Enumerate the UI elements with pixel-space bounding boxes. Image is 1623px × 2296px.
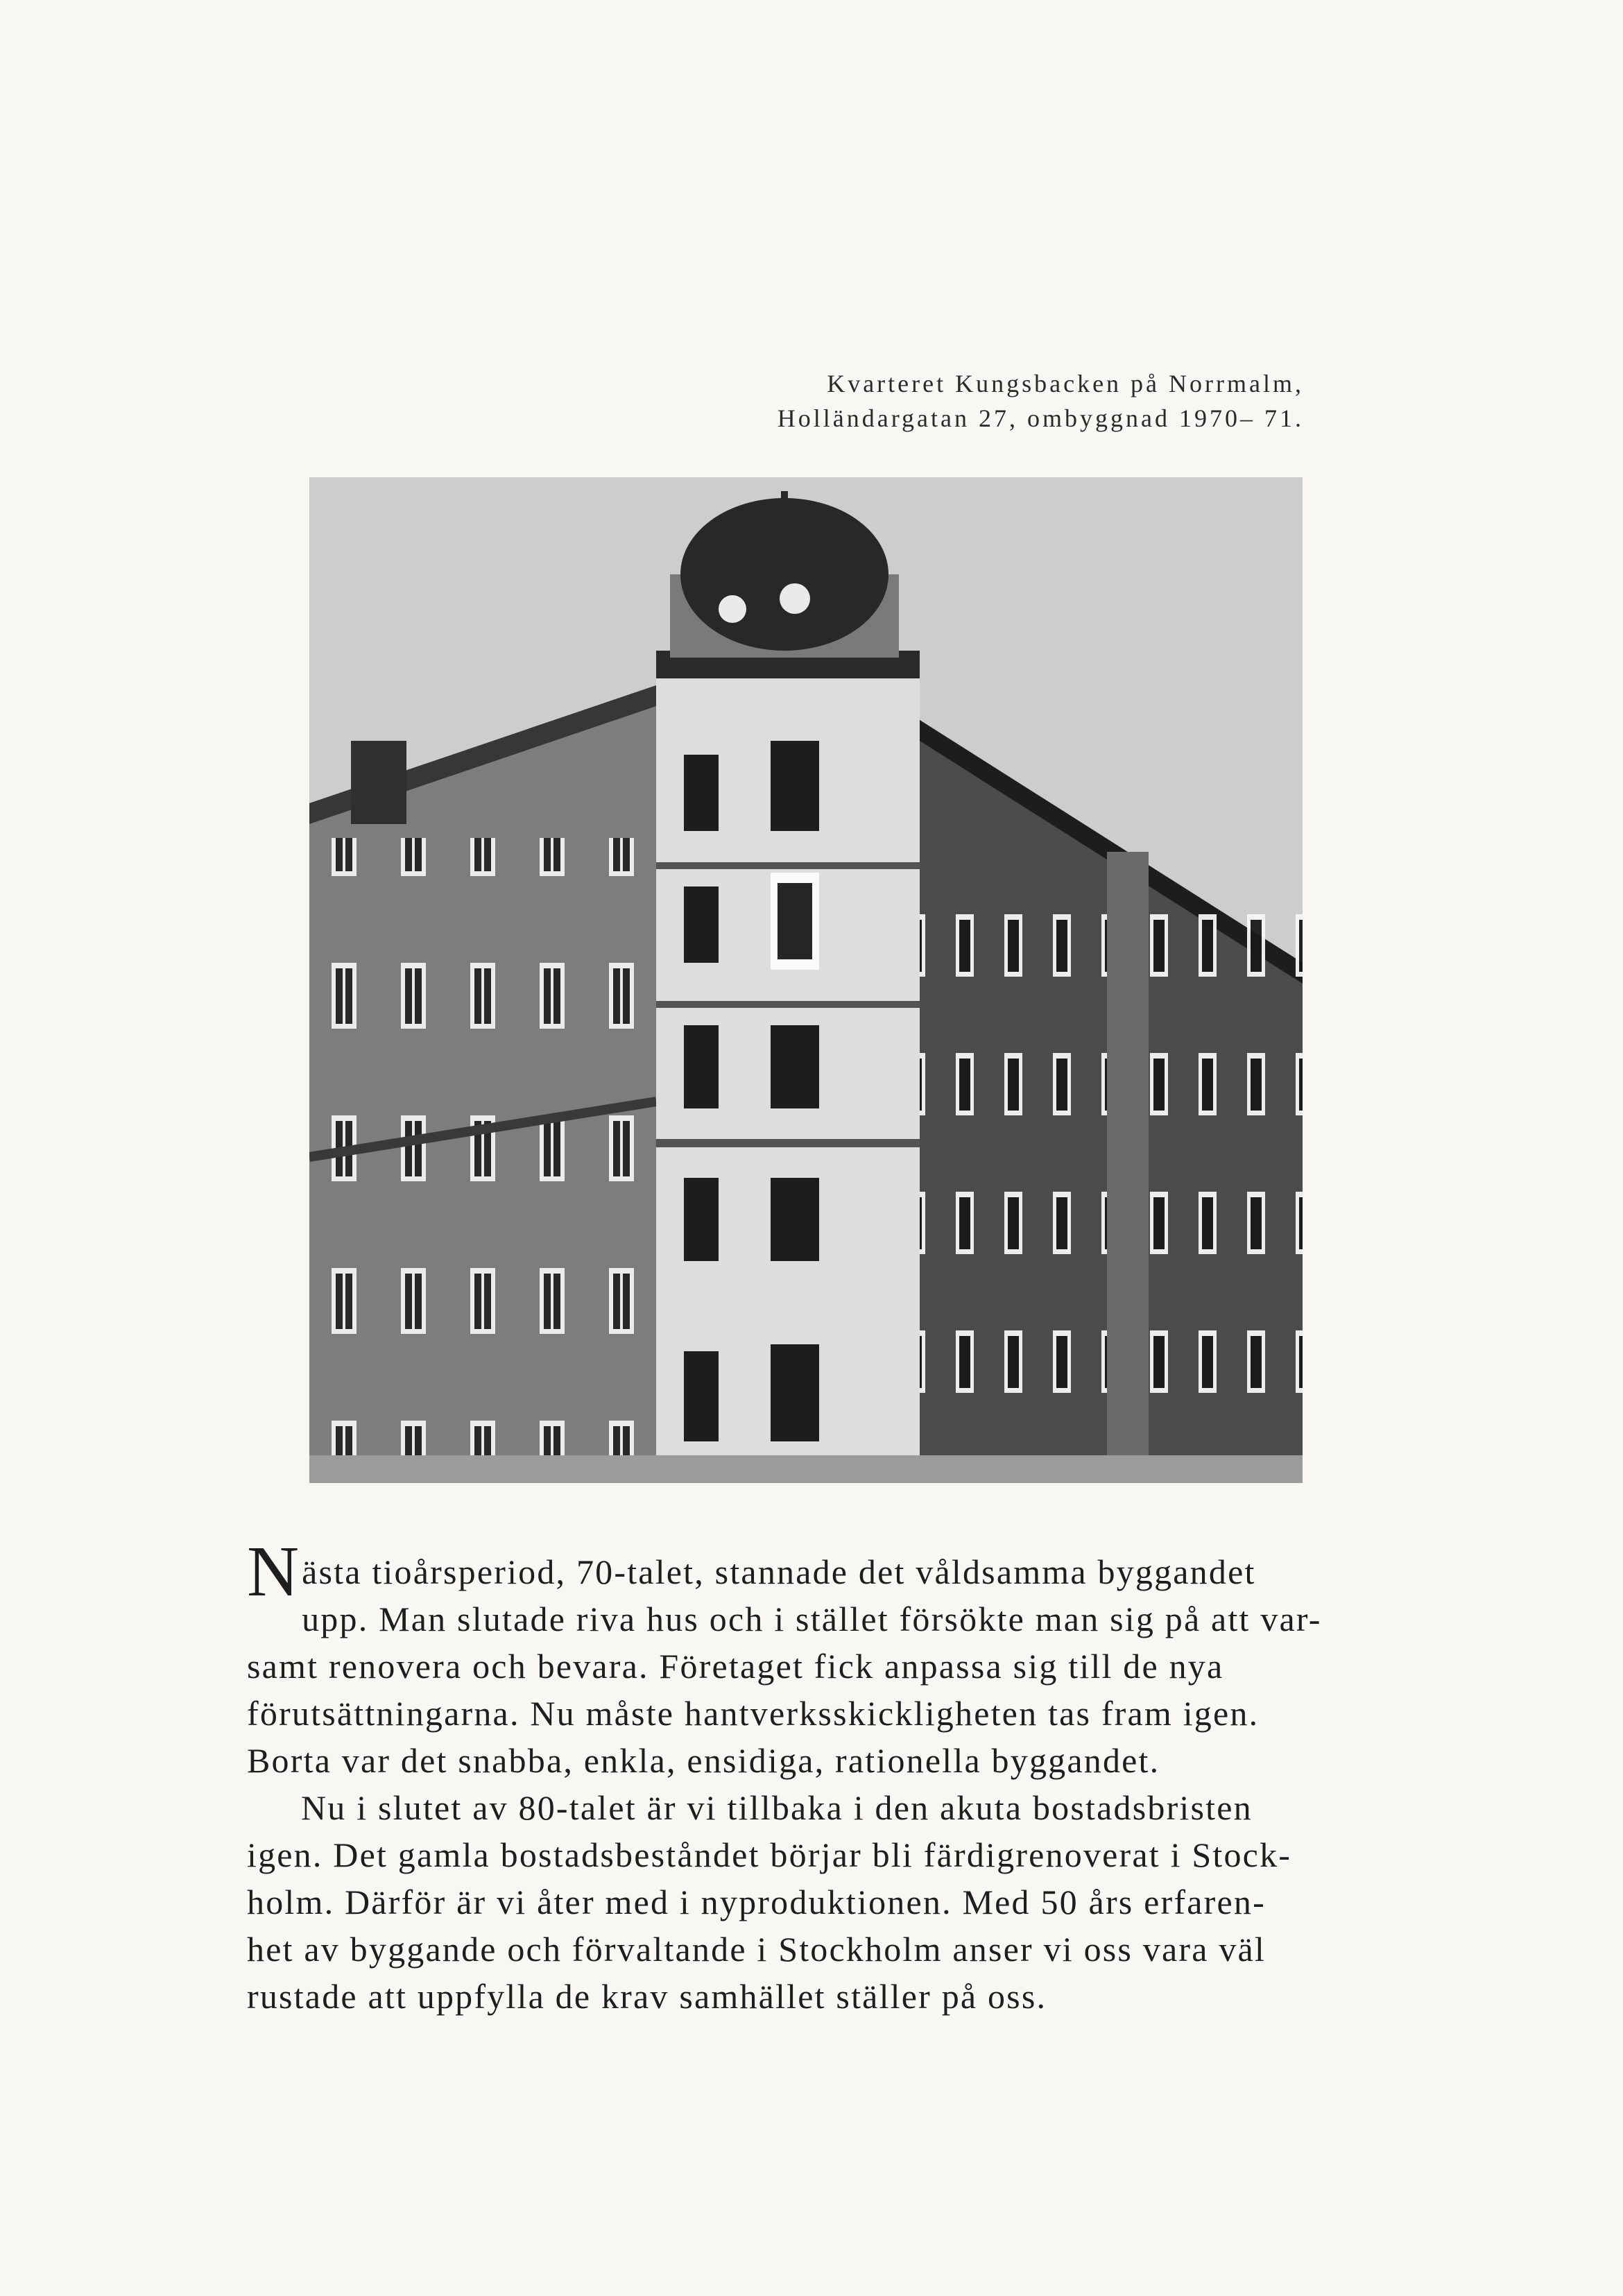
building-illustration — [309, 477, 1303, 1483]
paragraph-1-line: samt renovera och bevara. Företaget fick anpassa sig till de nya — [247, 1647, 1224, 1686]
photo-caption — [624, 366, 1304, 436]
paragraph-2-line: holm. Därför är vi åter med i nyproduktionen. Med 50 års erfaren- — [247, 1883, 1266, 1921]
paragraph-1-line: förutsättningarna. Nu måste hantverksskickligheten tas fram igen. — [247, 1694, 1260, 1733]
paragraph-2-line: Nu i slutet av 80-talet är vi tillbaka i den akuta bostadsbristen — [301, 1788, 1253, 1827]
body-text — [247, 1532, 1426, 2020]
caption-line-1: Kvarteret Kungsbacken på Norrmalm, — [827, 370, 1304, 397]
paragraph-2 — [247, 1784, 1426, 2020]
drop-cap: N — [247, 1532, 300, 1611]
caption-line-2: Holländargatan 27, ombyggnad 1970– 71. — [777, 404, 1304, 432]
building-photo — [309, 477, 1303, 1483]
paragraph-1-line: ästa tioårsperiod, 70-talet, stannade det våldsamma byggandet — [302, 1552, 1256, 1591]
paragraph-2-line: rustade att uppfylla de krav samhället ställer på oss. — [247, 1977, 1047, 2016]
paragraph-1-line: upp. Man slutade riva hus och i stället försökte man sig på att var- — [302, 1600, 1322, 1638]
paragraph-1 — [247, 1532, 1426, 1784]
paragraph-1-line: Borta var det snabba, enkla, ensidiga, rationella byggandet. — [247, 1741, 1160, 1780]
paragraph-2-line: het av byggande och förvaltande i Stockholm anser vi oss vara väl — [247, 1930, 1266, 1969]
paragraph-2-line: igen. Det gamla bostadsbeståndet börjar bli färdigrenoverat i Stock- — [247, 1835, 1292, 1874]
